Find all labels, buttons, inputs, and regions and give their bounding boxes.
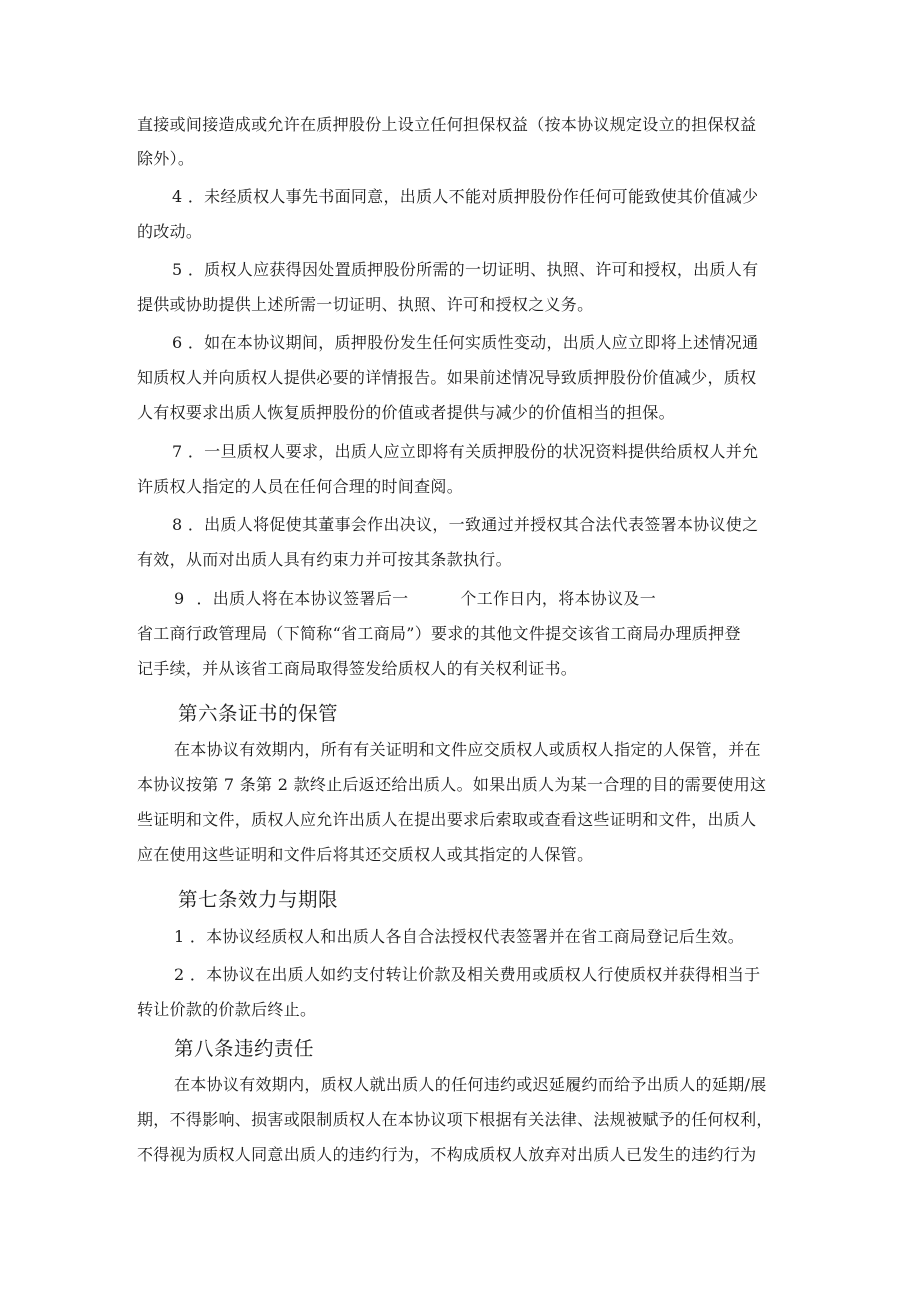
body-line: 应在使用这些证明和文件后将其还交质权人或其指定的人保管。 xyxy=(137,845,594,864)
section-heading-8: 第八条违约责任 xyxy=(174,1037,315,1060)
body-line: 在本协议有效期内，质权人就出质人的任何违约或迟延履约而给予出质人的延期/展 xyxy=(174,1075,767,1094)
body-line: 直接或间接造成或允许在质押股份上设立任何担保权益（按本协议规定设立的担保权益 xyxy=(137,115,757,134)
body-line: 提供或协助提供上述所需一切证明、执照、许可和授权之义务。 xyxy=(137,295,594,314)
clause-9-text-b: 个工作日内，将本协议及一 xyxy=(460,589,656,608)
clause-9-number: 9 xyxy=(174,589,185,608)
body-line: 许质权人指定的人员在任何合理的时间查阅。 xyxy=(137,477,464,496)
clause-9 xyxy=(174,589,656,609)
body-line: 人有权要求出质人恢复质押股份的价值或者提供与减少的价值相当的担保。 xyxy=(137,403,675,422)
body-line: 知质权人并向质权人提供必要的详情报告。如果前述情况导致质押股份价值减少，质权 xyxy=(137,368,757,387)
clause-7: 7 ．一旦质权人要求，出质人应立即将有关质押股份的状况资料提供给质权人并允 xyxy=(172,442,759,461)
body-line: 除外）。 xyxy=(137,149,195,168)
body-line: 省工商行政管理局（下简称“省工商局”）要求的其他文件提交该省工商局办理质押登 xyxy=(137,624,741,643)
body-line: 些证明和文件，质权人应允许出质人在提出要求后索取或查看这些证明和文件，出质人 xyxy=(137,810,757,829)
clause-7-1: 1 ．本协议经质权人和出质人各自合法授权代表签署并在省工商局登记后生效。 xyxy=(174,927,745,946)
body-line: 在本协议有效期内，所有有关证明和文件应交质权人或质权人指定的人保管，并在 xyxy=(174,740,761,759)
body-line: 记手续，并从该省工商局取得签发给质权人的有关权利证书。 xyxy=(137,659,578,678)
clause-4: 4 ．未经质权人事先书面同意，出质人不能对质押股份作任何可能致使其价值减少 xyxy=(172,187,759,206)
section-heading-6: 第六条证书的保管 xyxy=(178,702,339,725)
clause-6: 6 ．如在本协议期间，质押股份发生任何实质性变动，出质人应立即将上述情况通 xyxy=(172,333,759,352)
body-line: 不得视为质权人同意出质人的违约行为，不构成质权人放弃对出质人已发生的违约行为 xyxy=(137,1145,757,1164)
body-line: 的改动。 xyxy=(137,222,203,241)
body-line: 期，不得影响、损害或限制质权人在本协议项下根据有关法律、法规被赋予的任何权利， xyxy=(137,1110,773,1129)
clause-8: 8 ．出质人将促使其董事会作出决议，一致通过并授权其合法代表签署本协议使之 xyxy=(172,515,759,534)
section-heading-7: 第七条效力与期限 xyxy=(178,888,339,911)
clause-7-2: 2 ．本协议在出质人如约支付转让价款及相关费用或质权人行使质权并获得相当于 xyxy=(174,965,761,984)
body-line: 本协议按第 7 条第 2 款终止后返还给出质人。如果出质人为某一合理的目的需要使用这 xyxy=(137,775,767,794)
clause-9-text-a: ．出质人将在本协议签署后一 xyxy=(196,589,409,608)
body-line: 有效，从而对出质人具有约束力并可按其条款执行。 xyxy=(137,550,512,569)
body-line: 转让价款的价款后终止。 xyxy=(137,1000,317,1019)
clause-5: 5 ．质权人应获得因处置质押股份所需的一切证明、执照、许可和授权，出质人有 xyxy=(172,260,759,279)
